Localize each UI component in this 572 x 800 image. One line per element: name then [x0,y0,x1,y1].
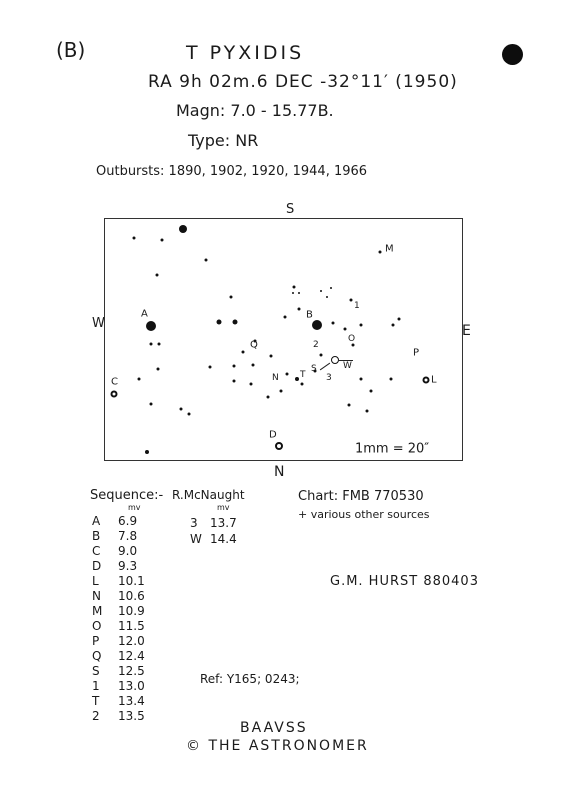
field-star [156,274,159,277]
star-mid-3 [295,377,299,381]
sequence-star-mag: 10.9 [118,604,145,618]
star-A [146,321,156,331]
sequence-star-mag: 9.3 [118,559,138,573]
field-star [366,410,369,413]
chart-label-L: L [431,374,437,386]
star-C [111,391,118,398]
field-star [284,316,287,319]
chart-label-C: C [111,376,118,388]
chart-label-2: 2 [313,340,319,350]
mcnaught-star-mag: 13.7 [210,516,237,530]
chart-label-T: T [300,370,306,380]
reference-note: Ref: Y165; 0243; [200,672,300,686]
field-star [280,390,283,393]
sequence-star-mag: 9.0 [118,544,138,558]
field-star [233,365,236,368]
field-star [332,322,335,325]
corner-dot-marker [502,44,523,65]
chart-label-Q: Q [250,339,258,351]
sequence-star-mag: 12.0 [118,634,145,648]
field-star [205,259,208,262]
field-star [188,413,191,416]
star-mid-1 [217,320,222,325]
field-star [270,355,273,358]
compass-east: E [462,323,471,339]
mcnaught-star-id: W [190,532,202,546]
field-star [161,239,164,242]
sequence-star-id: 2 [92,709,100,723]
sequence-star-mag: 7.8 [118,529,138,543]
field-star [298,308,301,311]
field-star [133,237,136,240]
field-star [360,324,363,327]
sequence-star-id: D [92,559,102,573]
sequence-star-id: C [92,544,101,558]
field-star [150,403,153,406]
sequence-star-id: 1 [92,679,100,693]
variable-type: Type: NR [188,131,259,150]
field-star [360,378,363,381]
author-date: G.M. HURST 880403 [330,574,479,589]
field-star [250,383,253,386]
star-M [379,251,382,254]
field-star [326,296,328,298]
field-star [230,296,233,299]
field-star [157,368,160,371]
field-star [180,408,183,411]
sequence-star-mag: 13.4 [118,694,145,708]
star-bottom-left [145,450,149,454]
compass-south: S [286,202,295,217]
scale-note: 1mm = 20″ [355,441,430,457]
sequence-star-id: O [92,619,102,633]
sequence-heading: Sequence:- [90,488,164,503]
field-star [392,324,395,327]
outburst-years: Outbursts: 1890, 1902, 1920, 1944, 1966 [96,164,368,179]
sequence-star-mag: 6.9 [118,514,138,528]
chart-label-B: B [306,309,313,321]
sequence-star-id: B [92,529,101,543]
field-star [350,299,353,302]
field-star [252,364,255,367]
sequence-star-id: N [92,589,101,603]
field-star [292,292,294,294]
sequence-star-mag: 13.5 [118,709,145,723]
field-star [138,378,141,381]
other-sources: + various other sources [298,508,430,521]
field-star [150,343,153,346]
field-star [398,318,401,321]
star-D [275,442,283,450]
compass-north: N [274,464,285,480]
star-name-title: T PYXIDIS [186,42,305,64]
field-star [320,290,322,292]
mcnaught-heading: R.McNaught [172,488,245,502]
field-star [301,383,304,386]
field-star [348,404,351,407]
baavss-label: BAAVSS [240,720,308,736]
coordinates-line: RA 9h 02m.6 DEC -32°11′ (1950) [148,72,458,92]
field-star [233,380,236,383]
compass-west: W [92,316,105,331]
sequence-star-mag: 10.6 [118,589,145,603]
mcnaught-mv: mv [217,503,230,512]
sequence-star-mag: 11.5 [118,619,145,633]
sequence-star-mag: 12.5 [118,664,145,678]
sequence-star-id: A [92,514,101,528]
chart-label-1: 1 [354,301,360,311]
field-star [320,354,323,357]
field-star [293,286,296,289]
copyright-line: © THE ASTRONOMER [186,738,369,754]
sequence-star-id: L [92,574,99,588]
chart-letter-label: (B) [56,38,86,62]
star-O [331,356,339,364]
finder-chart-frame [104,218,463,461]
sequence-mv: mv [128,503,141,512]
sequence-star-mag: 13.0 [118,679,145,693]
field-star [209,366,212,369]
sequence-star-id: Q [92,649,102,663]
chart-label-P: P [413,347,420,359]
chart-label-N: N [272,373,279,383]
mcnaught-star-mag: 14.4 [210,532,237,546]
mcnaught-star-id: 3 [190,516,198,530]
chart-label-S: S [311,364,317,374]
sequence-star-id: T [92,694,100,708]
variable-pointer [339,360,353,361]
chart-label-W: W [343,361,352,371]
star-L [423,377,430,384]
field-star [370,390,373,393]
chart-label-D: D [269,429,277,441]
field-star [390,378,393,381]
sequence-star-mag: 10.1 [118,574,145,588]
chart-label-O: O [348,334,356,344]
field-star [242,351,245,354]
chart-label-A: A [141,308,148,320]
sequence-star-id: P [92,634,100,648]
sequence-star-mag: 12.4 [118,649,145,663]
sequence-star-id: M [92,604,103,618]
field-star [344,328,347,331]
chart-label-M: M [385,243,394,255]
field-star [158,343,161,346]
star-top [179,225,187,233]
field-star [298,292,300,294]
star-B [312,320,322,330]
field-star [330,287,332,289]
field-star [267,396,270,399]
chart-label-3: 3 [326,373,332,383]
sequence-star-id: S [92,664,100,678]
star-mid-2 [233,320,238,325]
chart-source: Chart: FMB 770530 [298,489,424,504]
magnitude-range: Magn: 7.0 - 15.77B. [176,101,334,120]
variable-pointer [320,363,330,371]
field-star [286,373,289,376]
